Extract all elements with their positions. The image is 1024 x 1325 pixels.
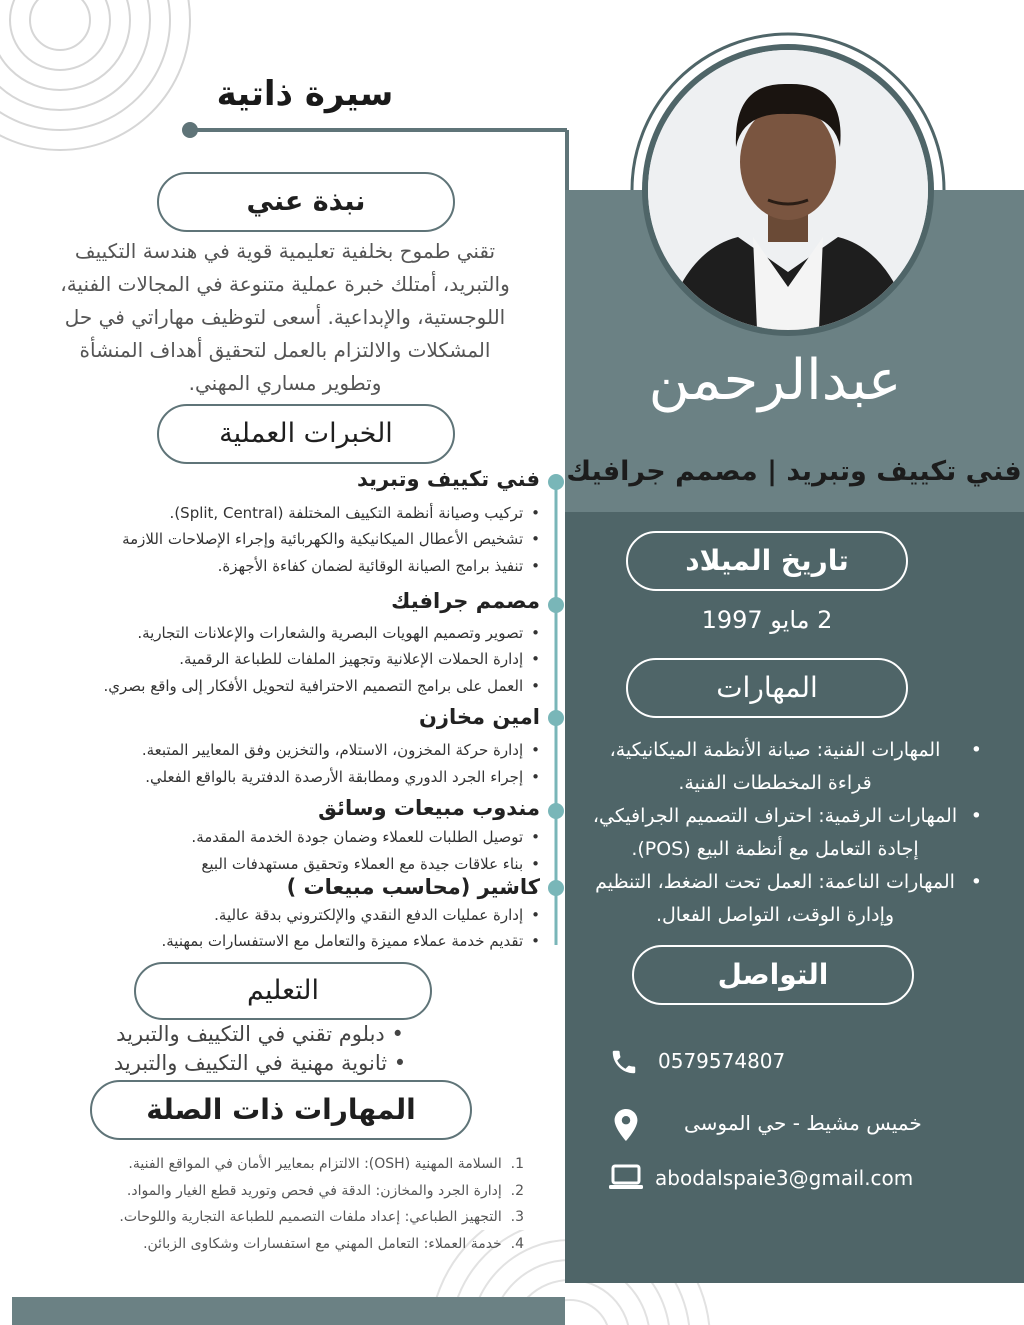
candidate-name: عبدالرحمن [648, 348, 902, 413]
about-line: والتبريد، أمتلك خبرة عملية متنوعة في المجالات الفنية، [60, 272, 510, 296]
job-item: • إدارة عمليات الدفع النقدي والإلكتروني بدقة عالية. [214, 906, 540, 924]
job-title: مندوب مبيعات وسائق [318, 796, 540, 820]
related-skill-item: 2. إدارة الجرد والمخازن: الدقة في فحص وتوريد قطع الغيار والمواد. [126, 1183, 524, 1199]
job-item: • تصوير وتصميم الهويات البصرية والشعارات والإعلانات التجارية. [137, 624, 540, 642]
bullet-icon: • [970, 871, 982, 893]
about-line: وتطوير مساري المهني. [188, 371, 382, 395]
skills-heading: المهارات [626, 658, 908, 718]
experience-heading: الخبرات العملية [157, 404, 455, 464]
education-item: • ثانوية مهنية في التكييف والتبريد [113, 1051, 407, 1075]
job-item: • تقديم خدمة عملاء مميزة والتعامل مع الاستفسارات بمهنية. [162, 932, 541, 950]
contact-heading: التواصل [632, 945, 914, 1005]
job-title: امين مخازن [418, 705, 540, 729]
job-item: • العمل على برامج التصميم الاحترافية لتحويل الأفكار إلى واقع بصري. [103, 677, 540, 695]
location-pin-icon [612, 1109, 640, 1141]
skill-item: • المهارات الناعمة: العمل تحت الضغط، التنظيم وإدارة الوقت، التواصل الفعال. [560, 866, 990, 932]
phone-number[interactable]: 0579574807 [658, 1049, 786, 1073]
laptop-icon [608, 1164, 644, 1192]
job-item: • توصيل الطلبات للعملاء وضمان جودة الخدمة المقدمة. [191, 828, 540, 846]
location-text: خميس مشيط - حي الموسى [684, 1111, 922, 1135]
phone-icon [609, 1047, 639, 1077]
job-item: • تشخيص الأعطال الميكانيكية والكهربائية وإجراء الإصلاحات اللازمة [122, 530, 540, 548]
birthdate-value: 2 مايو 1997 [701, 606, 833, 634]
job-item: • تركيب وصيانة أنظمة التكييف المختلفة (Split, Central). [170, 504, 540, 522]
about-heading: نبذة عني [157, 172, 455, 232]
page-title: سيرة ذاتية [216, 74, 394, 114]
birthdate-heading: تاريخ الميلاد [626, 531, 908, 591]
timeline-dot [548, 597, 564, 613]
job-title: كاشير (محاسب مبيعات ) [286, 875, 540, 899]
timeline-dot [548, 710, 564, 726]
timeline-dot [548, 474, 564, 490]
related-skill-item: 1. السلامة المهنية (OSH): الالتزام بمعايير الأمان في المواقع الفنية. [128, 1156, 524, 1172]
skill-item: • المهارات الفنية: صيانة الأنظمة الميكانيكية، قراءة المخططات الفنية. [560, 734, 990, 800]
bullet-icon: • [970, 805, 982, 827]
about-line: المشكلات والالتزام بالعمل لتحقيق أهداف المنشأة [79, 338, 491, 362]
job-item: • تنفيذ برامج الصيانة الوقائية لضمان كفاءة الأجهزة. [218, 557, 540, 575]
email-address[interactable]: abodalspaie3@gmail.com [655, 1166, 914, 1190]
decorative-arcs-top [0, 0, 200, 160]
related-skill-item: 3. التجهيز الطباعي: إعداد ملفات التصميم للطباعة التجارية واللوحات. [119, 1209, 524, 1225]
job-item: • بناء علاقات جيدة مع العملاء وتحقيق مستهدفات البيع [201, 855, 540, 873]
job-headline: فني تكييف وتبريد | مصمم جرافيك [566, 456, 1022, 487]
about-line: تقني طموح بخلفية تعليمية قوية في هندسة التكييف [74, 239, 496, 263]
education-list [60, 1020, 460, 1078]
footer-bar [12, 1297, 565, 1325]
skill-item: • المهارات الرقمية: احتراف التصميم الجرافيكي، إجادة التعامل مع أنظمة البيع (POS). [560, 800, 990, 866]
bullet-icon: • [970, 739, 982, 761]
about-text [20, 235, 550, 400]
job-item: • إدارة الحملات الإعلانية وتجهيز الملفات للطباعة الرقمية. [179, 650, 540, 668]
job-title: فني تكييف وتبريد [356, 467, 540, 491]
about-line: اللوجستية، والإبداعية. أسعى لتوظيف مهاراتي في حل [64, 305, 506, 329]
related-skill-item: 4. خدمة العملاء: التعامل المهني مع استفسارات وشكاوى الزبائن. [143, 1236, 524, 1252]
job-title: مصمم جرافيك [391, 589, 540, 613]
related-skills-heading: المهارات ذات الصلة [90, 1080, 472, 1140]
education-heading: التعليم [134, 962, 432, 1020]
job-item: • إدارة حركة المخزون، الاستلام، والتخزين وفق المعايير المتبعة. [142, 741, 540, 759]
education-item: • دبلوم تقني في التكييف والتبريد [116, 1022, 404, 1046]
job-item: • إجراء الجرد الدوري ومطابقة الأرصدة الدفترية بالواقع الفعلي. [145, 768, 540, 786]
avatar [618, 22, 958, 342]
